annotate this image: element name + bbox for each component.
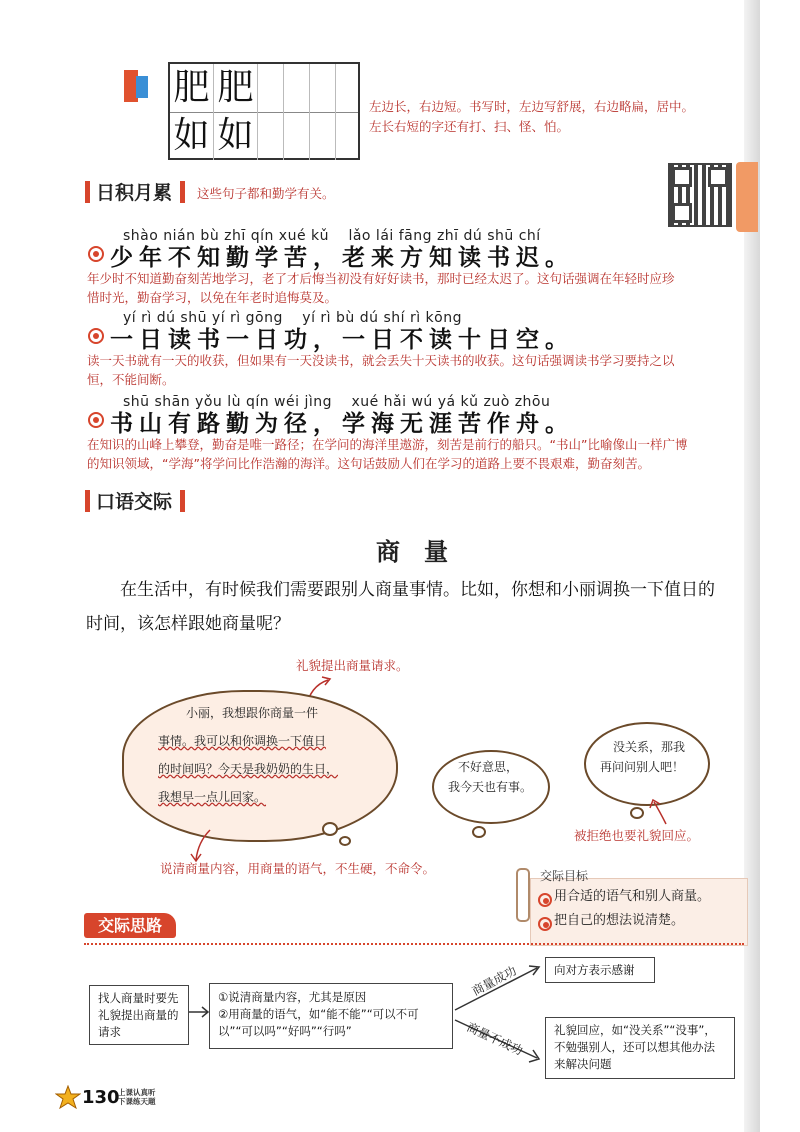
- proverb-text: 少年不知勤学苦，老来方知读书迟。: [110, 244, 574, 271]
- proverb-pinyin: shào nián bù zhī qín xué kǔ lǎo lái fāng zhī dú shū chí: [123, 228, 541, 244]
- writing-note-line2: 左长右短的字还有打、扫、怪、怕。: [369, 119, 570, 134]
- proverb-text: 书山有路勤为径，学海无涯苦作舟。: [110, 410, 574, 437]
- branch-label-success: 商量成功: [469, 963, 519, 999]
- star-mascot-icon: [55, 1085, 81, 1109]
- footer-slogan: [118, 1088, 156, 1106]
- lesson-title: 商 量: [376, 537, 448, 566]
- bullet-icon: [538, 917, 552, 931]
- intro-line: 在生活中，有时候我们需要跟别人商量事情。比如，你想和小丽调换一下值日的: [120, 580, 715, 600]
- intro-line: 时间，该怎样跟她商量呢？: [86, 614, 290, 634]
- divider: [84, 943, 744, 945]
- thought-dot: [630, 807, 644, 819]
- grid-char: 如: [170, 112, 214, 160]
- proverb-note: 惜时光，勤奋学习，以免在年老时追悔莫及。: [87, 290, 338, 305]
- goal-label: 交际目标: [540, 869, 589, 883]
- thought-dot: [322, 822, 338, 836]
- book-icon: [124, 70, 150, 102]
- section-subtitle: 这些句子都和勤学有关。: [197, 186, 335, 201]
- annotation-polite: 礼貌提出商量请求。: [296, 658, 409, 673]
- arrow-icon: [646, 796, 676, 826]
- flow-step: ①说清商量内容，尤其是原因: [218, 990, 367, 1004]
- page-number: 130: [82, 1087, 120, 1108]
- section-bar: [180, 490, 185, 512]
- thought-dot: [472, 826, 486, 838]
- grid-char: 如: [214, 112, 258, 160]
- proverb-note: 的知识领域，“学海”将学问比作浩瀚的海洋。这句话鼓励人们在学习的道路上要不畏艰难，勤奋刻苦。: [87, 456, 650, 471]
- bullet-icon: [88, 328, 104, 344]
- flow-box-fail: 礼貌回应，如“没关系”“没事”，不勉强别人，还可以想其他办法来解决问题: [545, 1017, 735, 1079]
- side-tab[interactable]: [736, 162, 758, 232]
- proverb-pinyin: yí rì dú shū yí rì gōng yí rì bù dú shí rì kōng: [123, 310, 462, 326]
- branch-label-fail: 商量不成功: [464, 1019, 525, 1058]
- slogan-line: 上课认真听: [118, 1088, 156, 1097]
- qr-code[interactable]: [668, 163, 732, 227]
- arrow-right-icon: [189, 1005, 211, 1019]
- proverb-note: 恒，不能间断。: [87, 372, 175, 387]
- goal-item: 用合适的语气和别人商量。: [554, 889, 711, 904]
- tab-jiaoji-silu[interactable]: 交际思路: [84, 913, 176, 938]
- proverb-note: 在知识的山峰上攀登，勤奋是唯一路径；在学问的海洋里遨游，刻苦是前行的船只。“书山”比喻像山一样广博: [87, 437, 688, 452]
- speech-line: 我今天也有事。: [448, 780, 533, 794]
- proverb-text: 一日读书一日功，一日不读十日空。: [110, 326, 574, 353]
- grid-char: 肥: [170, 64, 214, 112]
- section-bar: [85, 181, 90, 203]
- writing-note-line1: 左边长，右边短。书写时，左边写舒展，右边略扁，居中。: [369, 99, 695, 114]
- thought-dot: [339, 836, 351, 846]
- speech-line: 的时间吗？今天是我奶奶的生日，: [158, 762, 339, 776]
- section-title: 口语交际: [96, 491, 173, 513]
- proverb-note: 年少时不知道勤奋刻苦地学习，老了才后悔当初没有好好读书，那时已经太迟了。这句话强调在年轻时应珍: [87, 271, 675, 286]
- slogan-line: 下课练天题: [118, 1097, 156, 1106]
- section-title: 日积月累: [96, 182, 173, 204]
- goal-item: 把自己的想法说清楚。: [554, 913, 685, 928]
- character-grid: [168, 62, 360, 160]
- section-bar: [85, 490, 90, 512]
- annotation-refuse: 被拒绝也要礼貌回应。: [574, 828, 700, 843]
- speech-line: 再问问别人吧！: [600, 760, 685, 774]
- flow-box-start: 找人商量时要先礼貌提出商量的请求: [89, 985, 189, 1045]
- proverb-pinyin: shū shān yǒu lù qín wéi jìng xué hǎi wú yá kǔ zuò zhōu: [123, 394, 551, 410]
- speech-line: 没关系，那我: [613, 740, 686, 754]
- flow-box-success: 向对方表示感谢: [545, 957, 655, 983]
- proverb-note: 读一天书就有一天的收获，但如果有一天没读书，就会丢失十天读书的收获。这句话强调读书学习要持之以: [87, 353, 675, 368]
- bullet-icon: [538, 893, 552, 907]
- paperclip-icon: [516, 868, 530, 922]
- speech-line: 不好意思，: [458, 760, 519, 774]
- grid-char: 肥: [214, 64, 258, 112]
- speech-line: 事情。我可以和你调换一下值日: [158, 734, 327, 748]
- speech-line: 我想早一点儿回家。: [158, 790, 267, 804]
- flow-box-method: [209, 983, 453, 1049]
- annotation-clear: 说清商量内容，用商量的语气，不生硬，不命令。: [160, 861, 436, 876]
- speech-line: 小丽，我想跟你商量一件: [186, 706, 319, 720]
- section-bar: [180, 181, 185, 203]
- flow-step: ②用商量的语气，如“能不能”“可以不可以”“可以吗”“好吗”“行吗”: [218, 1007, 419, 1038]
- bullet-icon: [88, 246, 104, 262]
- bullet-icon: [88, 412, 104, 428]
